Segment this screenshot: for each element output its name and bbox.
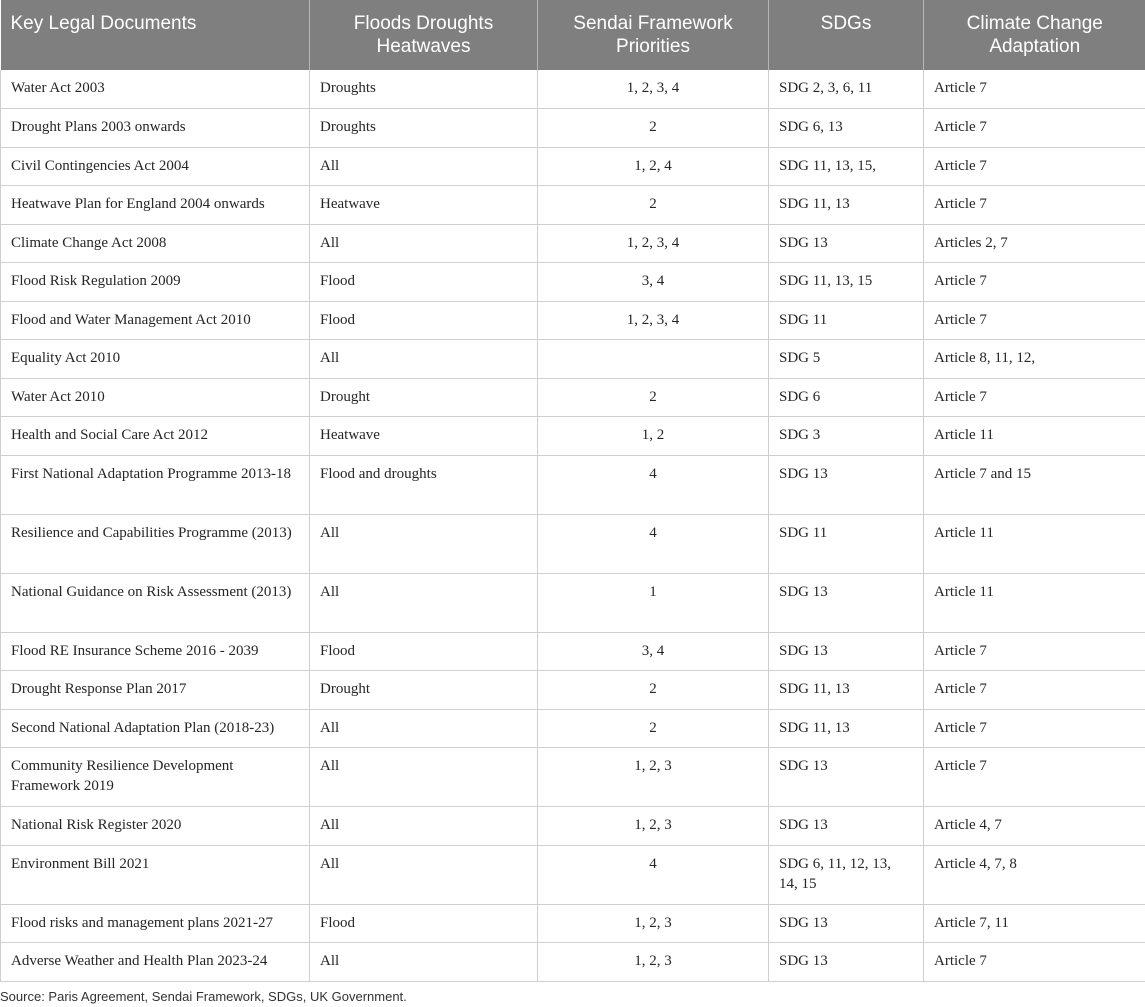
cell-sdgs: SDG 13 <box>769 455 924 514</box>
cell-sdgs: SDG 13 <box>769 904 924 943</box>
table-row <box>1 340 1145 379</box>
cell-hazard: All <box>310 943 538 982</box>
table-row <box>1 943 1145 982</box>
cell-hazard: Droughts <box>310 70 538 109</box>
cell-sdgs: SDG 11 <box>769 301 924 340</box>
cell-adaptation: Article 8, 11, 12, <box>924 340 1145 379</box>
cell-sendai: 1, 2, 3 <box>538 904 769 943</box>
cell-sendai: 1, 2, 3, 4 <box>538 70 769 109</box>
cell-document: Community Resilience Development Framework 2019 <box>1 748 310 807</box>
cell-hazard: Drought <box>310 671 538 710</box>
cell-sdgs: SDG 11, 13 <box>769 671 924 710</box>
cell-sdgs: SDG 13 <box>769 748 924 807</box>
cell-hazard: All <box>310 845 538 904</box>
cell-document: Civil Contingencies Act 2004 <box>1 147 310 186</box>
cell-document: Equality Act 2010 <box>1 340 310 379</box>
cell-sdgs: SDG 11, 13 <box>769 709 924 748</box>
table-row <box>1 573 1145 632</box>
cell-document: Flood Risk Regulation 2009 <box>1 263 310 302</box>
cell-adaptation: Article 11 <box>924 573 1145 632</box>
cell-sendai <box>538 340 769 379</box>
table-row <box>1 301 1145 340</box>
cell-adaptation: Article 7 <box>924 186 1145 225</box>
cell-document: National Guidance on Risk Assessment (2013) <box>1 573 310 632</box>
header-hazards-line2: Heatwaves <box>376 36 471 57</box>
cell-document: Flood RE Insurance Scheme 2016 - 2039 <box>1 632 310 671</box>
cell-hazard: Droughts <box>310 109 538 148</box>
header-adaptation <box>924 0 1145 70</box>
header-hazards-line1: Floods Droughts <box>353 13 494 34</box>
cell-hazard: Heatwave <box>310 417 538 456</box>
cell-hazard: Flood <box>310 632 538 671</box>
cell-document: National Risk Register 2020 <box>1 807 310 846</box>
cell-adaptation: Article 7 <box>924 301 1145 340</box>
cell-sendai: 2 <box>538 671 769 710</box>
table-row <box>1 455 1145 514</box>
cell-adaptation: Article 7 <box>924 147 1145 186</box>
cell-hazard: Flood and droughts <box>310 455 538 514</box>
table-row <box>1 748 1145 807</box>
table-row <box>1 186 1145 225</box>
cell-adaptation: Article 11 <box>924 514 1145 573</box>
cell-hazard: All <box>310 709 538 748</box>
header-sendai-line2: Priorities <box>616 36 690 57</box>
cell-document: Environment Bill 2021 <box>1 845 310 904</box>
table-row <box>1 70 1145 109</box>
table-row <box>1 224 1145 263</box>
table-body <box>1 70 1145 981</box>
table-row <box>1 709 1145 748</box>
cell-sendai: 1, 2, 3, 4 <box>538 301 769 340</box>
cell-document: Flood and Water Management Act 2010 <box>1 301 310 340</box>
cell-document: Second National Adaptation Plan (2018-23) <box>1 709 310 748</box>
cell-hazard: Flood <box>310 904 538 943</box>
cell-sdgs: SDG 11, 13, 15 <box>769 263 924 302</box>
cell-document: Climate Change Act 2008 <box>1 224 310 263</box>
header-key-legal-documents: Key Legal Documents <box>1 0 310 70</box>
table-row <box>1 632 1145 671</box>
cell-adaptation: Article 7 <box>924 709 1145 748</box>
cell-hazard: Flood <box>310 301 538 340</box>
cell-sendai: 1, 2, 4 <box>538 147 769 186</box>
cell-sendai: 2 <box>538 186 769 225</box>
cell-document: Resilience and Capabilities Programme (2013) <box>1 514 310 573</box>
cell-sdgs: SDG 11, 13, 15, <box>769 147 924 186</box>
cell-sdgs: SDG 6, 13 <box>769 109 924 148</box>
cell-adaptation: Article 7 and 15 <box>924 455 1145 514</box>
header-sendai <box>538 0 769 70</box>
cell-adaptation: Article 7 <box>924 378 1145 417</box>
cell-hazard: All <box>310 514 538 573</box>
cell-hazard: All <box>310 340 538 379</box>
cell-adaptation: Article 7 <box>924 263 1145 302</box>
cell-sdgs: SDG 13 <box>769 807 924 846</box>
cell-sdgs: SDG 5 <box>769 340 924 379</box>
cell-hazard: All <box>310 748 538 807</box>
cell-adaptation: Article 7 <box>924 632 1145 671</box>
cell-sdgs: SDG 13 <box>769 224 924 263</box>
cell-sdgs: SDG 6, 11, 12, 13, 14, 15 <box>769 845 924 904</box>
table-row <box>1 263 1145 302</box>
cell-hazard: All <box>310 224 538 263</box>
header-sendai-line1: Sendai Framework <box>573 13 733 34</box>
cell-sdgs: SDG 13 <box>769 632 924 671</box>
cell-sendai: 2 <box>538 378 769 417</box>
header-sdgs: SDGs <box>769 0 924 70</box>
cell-sendai: 4 <box>538 845 769 904</box>
header-row <box>1 0 1145 70</box>
cell-hazard: Heatwave <box>310 186 538 225</box>
cell-adaptation: Article 4, 7, 8 <box>924 845 1145 904</box>
cell-sendai: 2 <box>538 709 769 748</box>
cell-hazard: Flood <box>310 263 538 302</box>
header-hazards <box>310 0 538 70</box>
table-row <box>1 514 1145 573</box>
cell-adaptation: Article 7 <box>924 943 1145 982</box>
cell-document: Heatwave Plan for England 2004 onwards <box>1 186 310 225</box>
cell-sendai: 2 <box>538 109 769 148</box>
table-row <box>1 904 1145 943</box>
cell-sdgs: SDG 13 <box>769 943 924 982</box>
cell-hazard: Drought <box>310 378 538 417</box>
cell-document: First National Adaptation Programme 2013-18 <box>1 455 310 514</box>
cell-adaptation: Article 7 <box>924 671 1145 710</box>
cell-sendai: 1, 2, 3, 4 <box>538 224 769 263</box>
cell-adaptation: Article 7 <box>924 70 1145 109</box>
cell-sdgs: SDG 6 <box>769 378 924 417</box>
cell-adaptation: Article 4, 7 <box>924 807 1145 846</box>
cell-adaptation: Article 11 <box>924 417 1145 456</box>
cell-document: Adverse Weather and Health Plan 2023-24 <box>1 943 310 982</box>
cell-document: Drought Plans 2003 onwards <box>1 109 310 148</box>
cell-document: Flood risks and management plans 2021-27 <box>1 904 310 943</box>
cell-sdgs: SDG 11, 13 <box>769 186 924 225</box>
cell-sendai: 4 <box>538 514 769 573</box>
cell-sendai: 1, 2, 3 <box>538 943 769 982</box>
cell-hazard: All <box>310 147 538 186</box>
table-row <box>1 109 1145 148</box>
cell-sendai: 1, 2, 3 <box>538 748 769 807</box>
cell-adaptation: Article 7, 11 <box>924 904 1145 943</box>
cell-document: Health and Social Care Act 2012 <box>1 417 310 456</box>
cell-document: Drought Response Plan 2017 <box>1 671 310 710</box>
cell-document: Water Act 2010 <box>1 378 310 417</box>
cell-document: Water Act 2003 <box>1 70 310 109</box>
cell-sendai: 4 <box>538 455 769 514</box>
cell-sdgs: SDG 13 <box>769 573 924 632</box>
cell-sdgs: SDG 3 <box>769 417 924 456</box>
table-row <box>1 807 1145 846</box>
table-row <box>1 378 1145 417</box>
header-adaptation-line1: Climate Change <box>966 13 1103 34</box>
cell-sendai: 3, 4 <box>538 263 769 302</box>
cell-hazard: All <box>310 807 538 846</box>
table-row <box>1 147 1145 186</box>
cell-hazard: All <box>310 573 538 632</box>
cell-adaptation: Articles 2, 7 <box>924 224 1145 263</box>
cell-sendai: 3, 4 <box>538 632 769 671</box>
cell-adaptation: Article 7 <box>924 748 1145 807</box>
source-note: Source: Paris Agreement, Sendai Framework, SDGs, UK Government. <box>0 989 407 1004</box>
cell-sdgs: SDG 2, 3, 6, 11 <box>769 70 924 109</box>
table-row <box>1 671 1145 710</box>
cell-sendai: 1, 2 <box>538 417 769 456</box>
cell-sendai: 1, 2, 3 <box>538 807 769 846</box>
header-adaptation-line2: Adaptation <box>989 36 1081 57</box>
table-row <box>1 845 1145 904</box>
cell-adaptation: Article 7 <box>924 109 1145 148</box>
cell-sendai: 1 <box>538 573 769 632</box>
cell-sdgs: SDG 11 <box>769 514 924 573</box>
table-row <box>1 417 1145 456</box>
